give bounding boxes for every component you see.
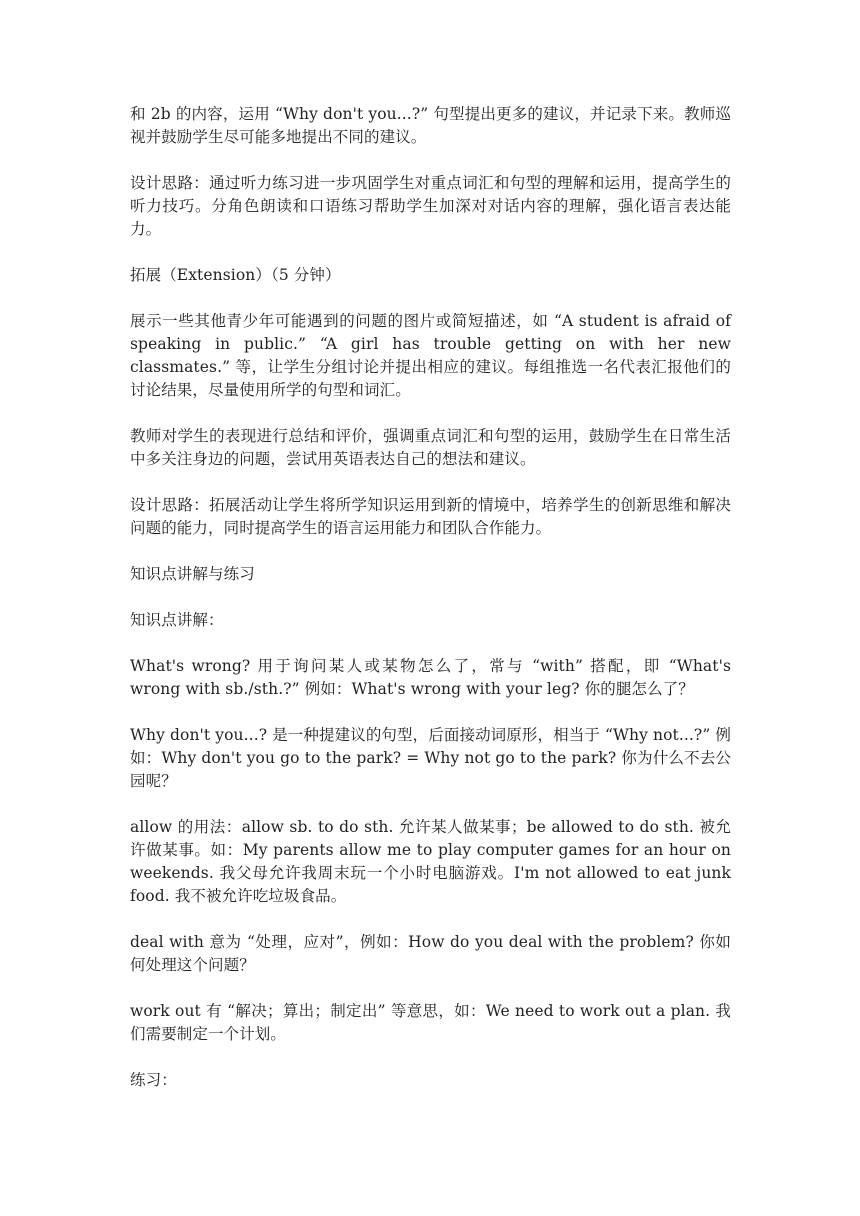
paragraph-work-out: work out 有 “解决；算出；制定出” 等意思，如：We need to work out a plan. 我们需要制定一个计划。 [130, 1002, 731, 1043]
section-heading-knowledge-practice: 知识点讲解与练习 [130, 565, 255, 583]
paragraph-deal-with: deal with 意为 “处理，应对”，例如：How do you deal with the problem? 你如何处理这个问题？ [130, 933, 731, 974]
paragraph-suggestion-activity: 和 2b 的内容，运用 “Why don't you...?” 句型提出更多的建议，并记录下来。教师巡视并鼓励学生尽可能多地提出不同的建议。 [130, 105, 731, 146]
paragraph-design-rationale-listening: 设计思路：通过听力练习进一步巩固学生对重点词汇和句型的理解和运用，提高学生的听力技巧。分角色朗读和口语练习帮助学生加深对对话内容的理解，强化语言表达能力。 [130, 174, 731, 238]
paragraph-whats-wrong: What's wrong? 用于询问某人或某物怎么了，常与 “with” 搭配，即 “What's wrong with sb./sth.?” 例如：What's wrong with your leg? 你的腿怎么了？ [130, 657, 731, 698]
paragraph-why-dont-you: Why don't you...? 是一种提建议的句型，后面接动词原形，相当于 “Why not...?” 例如：Why don't you go to the park? = Why not go to the park? 你为什么不去公园呢？ [130, 726, 731, 790]
document-page [130, 103, 731, 1115]
paragraph-teacher-summary: 教师对学生的表现进行总结和评价，强调重点词汇和句型的运用，鼓励学生在日常生活中多关注身边的问题，尝试用英语表达自己的想法和建议。 [130, 427, 731, 468]
section-heading-practice: 练习： [130, 1071, 177, 1089]
section-heading-knowledge-explanation: 知识点讲解： [130, 611, 224, 629]
paragraph-design-rationale-extension: 设计思路：拓展活动让学生将所学知识运用到新的情境中，培养学生的创新思维和解决问题的能力，同时提高学生的语言运用能力和团队合作能力。 [130, 496, 731, 537]
paragraph-allow-usage: allow 的用法：allow sb. to do sth. 允许某人做某事；be allowed to do sth. 被允许做某事。如：My parents allow me to play computer games for an hour on weekends. 我父母允许我周末玩一个小时电脑游戏。I'm not allowed to eat junk food. 我不被允许吃垃圾食品。 [130, 818, 731, 905]
paragraph-extension-activity: 展示一些其他青少年可能遇到的问题的图片或简短描述，如 “A student is afraid of speaking in public.” “A girl has trouble getting on with her new classmates.” 等，让学生分组讨论并提出相应的建议。每组推选一名代表汇报他们的讨论结果，尽量使用所学的句型和词汇。 [130, 312, 731, 399]
section-heading-extension: 拓展（Extension）（5 分钟） [130, 266, 341, 284]
